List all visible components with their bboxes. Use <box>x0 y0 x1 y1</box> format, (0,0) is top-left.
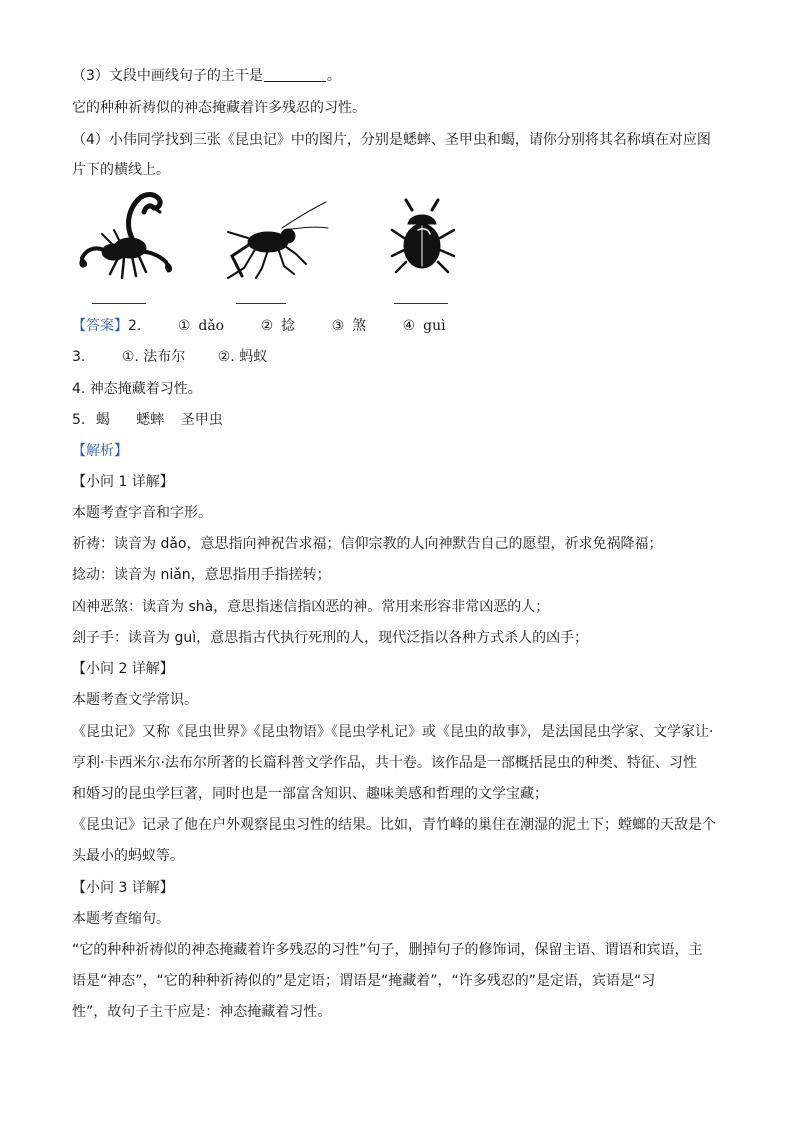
answer-2-num: 2. <box>128 318 142 334</box>
section-1-title: 【小问 1 详解】 <box>72 474 174 490</box>
answer-line-5 <box>72 410 223 430</box>
answer-2-val-3: 煞 <box>352 318 367 334</box>
section-1-line-4: 刽子手：读音为 guì，意思指古代执行死刑的人，现代泛指以各种方式杀人的凶手； <box>72 630 589 646</box>
section-1-intro: 本题考查字音和字形。 <box>72 505 212 521</box>
section-2-line-3: 和婚习的昆虫学巨著，同时也是一部富含知识、趣味美感和哲理的文学宝藏； <box>72 786 548 802</box>
answer-2-mark-1: ① <box>177 318 191 334</box>
section-3-line-1: “它的种种祈祷似的神态掩藏着许多残忍的习性”句子，删掉句子的修饰词，保留主语、谓语和宾语，主 <box>72 942 703 958</box>
section-1-line-1: 祈祷：读音为 dǎo，意思指向神祝告求福；信仰宗教的人向神默告自己的愿望，祈求免祸降福； <box>72 536 663 552</box>
section-2-line-4: 《昆虫记》记录了他在户外观察昆虫习性的结果。比如，青竹峰的巢住在潮湿的泥土下；螳螂的天敌是个 <box>72 817 716 833</box>
answer-3-val-1: . 法布尔 <box>134 349 186 365</box>
section-2-line-5: 头最小的蚂蚁等。 <box>72 848 184 864</box>
q3-prefix: （3）文段中画线句子的主干是 <box>72 68 263 84</box>
answer-3-mark-2: ② <box>217 349 231 365</box>
section-2-line-2: 亨利·卡西米尔·法布尔所著的长篇科普文学作品，共十卷。该作品是一部概括昆虫的种类、特征、习性 <box>72 755 697 771</box>
answer-2-val-2: 捻 <box>281 318 296 334</box>
answer-3-val-2: . 蚂蚁 <box>230 349 268 365</box>
cricket-answer-line <box>236 303 286 304</box>
q4-line2: 片下的横线上。 <box>72 162 170 178</box>
section-3-line-3: 性”，故句子主干应是：神态掩藏着习性。 <box>72 1004 332 1020</box>
section-2-intro: 本题考查文学常识。 <box>72 692 198 708</box>
scorpion-answer-line <box>92 303 146 304</box>
answer-2-val-1: dǎo <box>198 318 225 334</box>
answer-2-mark-2: ② <box>260 318 274 334</box>
answer-5-num: 5. <box>72 412 86 428</box>
q3-sentence: 它的种种祈祷似的神态掩藏着许多残忍的习性。 <box>72 100 366 116</box>
scorpion-image <box>74 190 178 286</box>
section-3-intro: 本题考查缩句。 <box>72 911 170 927</box>
scarab-answer-line <box>394 303 448 304</box>
q3-answer-blank <box>264 67 326 82</box>
scarab-beetle-image <box>388 194 460 276</box>
section-3-title: 【小问 3 详解】 <box>72 880 174 896</box>
section-2-line-1: 《昆虫记》又称《昆虫世界》《昆虫物语》《昆虫学札记》或《昆虫的故事》，是法国昆虫学家、文学家让· <box>72 724 714 740</box>
section-3-line-2: 语是“神态”，“它的种种祈祷似的”是定语；谓语是“掩藏着”，“许多残忍的”是定语，宾语是“习 <box>72 973 656 989</box>
q4-line1: （4）小伟同学找到三张《昆虫记》中的图片，分别是蟋蟀、圣甲虫和蝎，请你分别将其名称填在对应图 <box>72 132 711 148</box>
answer-2-mark-4: ④ <box>402 318 416 334</box>
answer-tag: 【答案】 <box>72 318 128 334</box>
answer-line-2 <box>72 316 446 336</box>
answer-3-num: 3. <box>72 349 86 365</box>
section-1-line-3: 凶神恶煞：读音为 shà，意思指迷信指凶恶的神。常用来形容非常凶恶的人； <box>72 599 550 615</box>
section-2-title: 【小问 2 详解】 <box>72 661 174 677</box>
q3-prompt <box>72 66 341 86</box>
answer-2-val-4: guì <box>423 318 446 334</box>
answer-5-val-1: 蝎 <box>95 412 110 428</box>
q3-suffix: 。 <box>326 68 341 84</box>
answer-5-val-3: 圣甲虫 <box>180 412 223 428</box>
answer-2-mark-3: ③ <box>331 318 345 334</box>
answer-3-mark-1: ① <box>121 349 135 365</box>
answer-5-val-2: 蟋蟀 <box>136 412 165 428</box>
section-1-line-2: 捻动：读音为 niǎn，意思指用手指搓转； <box>72 567 331 583</box>
cricket-image <box>222 198 330 284</box>
answer-line-4: 4. 神态掩藏着习性。 <box>72 381 202 397</box>
answer-line-3 <box>72 347 267 367</box>
analysis-tag: 【解析】 <box>72 443 128 459</box>
